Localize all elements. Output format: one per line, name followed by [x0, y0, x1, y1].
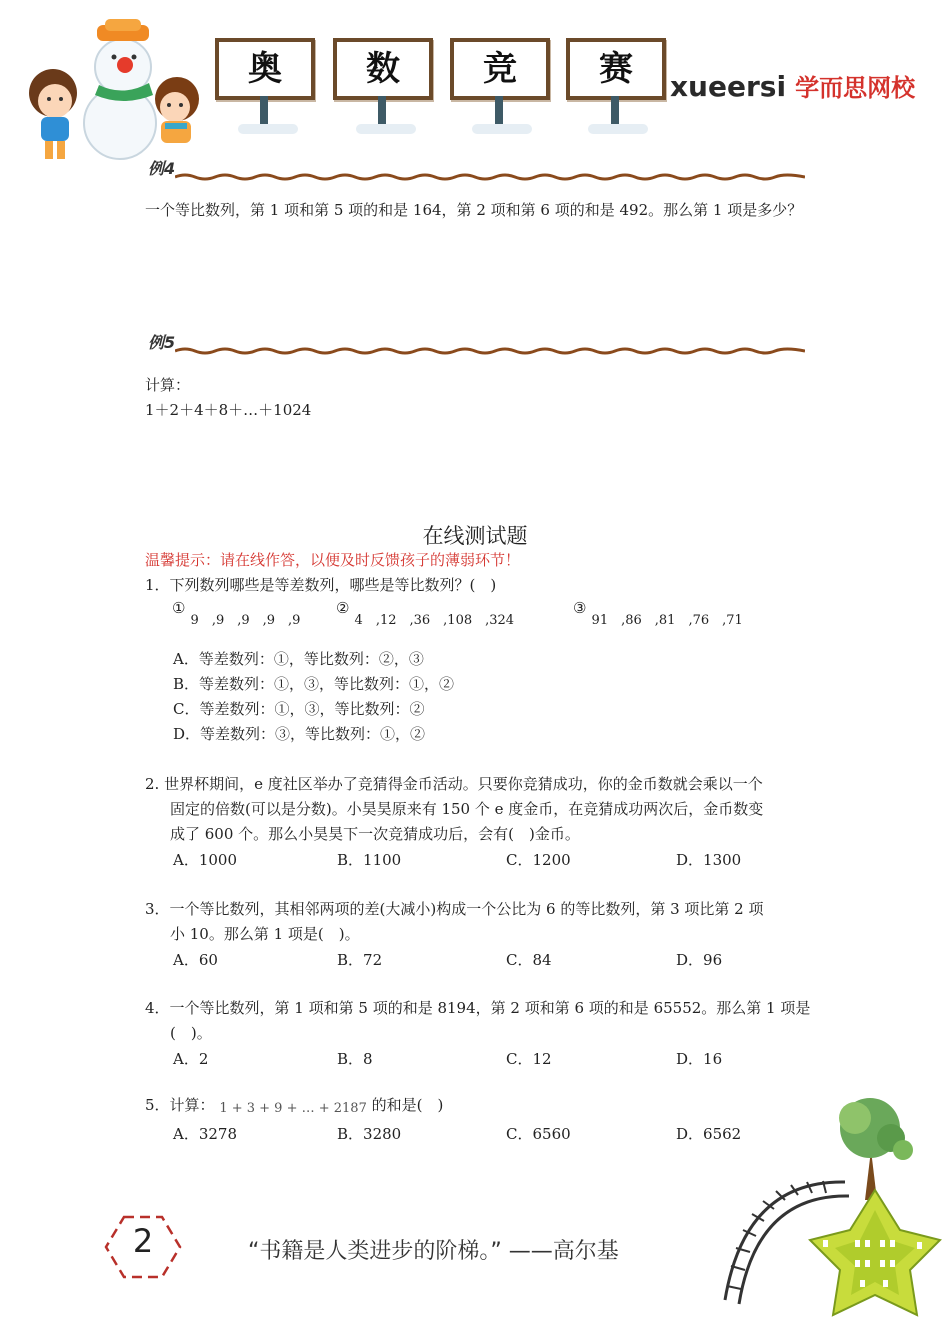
test-title: 在线测试题: [422, 524, 528, 548]
brand-cn: 学而思网校: [795, 74, 916, 102]
q5-option-a[interactable]: A．3278: [173, 1125, 238, 1143]
header-sign-2: 数: [333, 38, 433, 100]
section-divider: [175, 172, 805, 182]
q1-option-b[interactable]: B．等差数列：①，③，等比数列：①，②: [173, 675, 455, 693]
q5-option-c[interactable]: C．6560: [506, 1125, 571, 1143]
footer-quote: “书籍是人类进步的阶梯。” ——高尔基: [248, 1239, 619, 1264]
q4-option-a[interactable]: A．2: [173, 1050, 209, 1068]
page-number: 2: [132, 1222, 154, 1260]
q5-expression: 1 + 3 + 9 + … + 2187: [219, 1101, 367, 1116]
example4-text: 一个等比数列，第 1 项和第 5 项的和是 164，第 2 项和第 6 项的和是 492。那么第 1 项是多少？: [145, 201, 803, 219]
snow-mound: [238, 124, 298, 134]
q5-prefix: 5．计算：: [145, 1096, 215, 1114]
snow-mound: [356, 124, 416, 134]
snow-mound: [588, 124, 648, 134]
q3-line2: 小 10。那么第 1 项是( )。: [170, 925, 360, 943]
q1-option-d[interactable]: D．等差数列：③，等比数列：①，②: [173, 725, 426, 743]
snowman-kids-illustration: [15, 15, 210, 165]
header-sign-3: 竞: [450, 38, 550, 100]
q4-line2: ( )。: [170, 1024, 212, 1042]
test-tip: 温馨提示：请在线作答，以便及时反馈孩子的薄弱环节！: [145, 551, 521, 569]
q3-option-b[interactable]: B．72: [337, 951, 383, 969]
q4-option-d[interactable]: D．16: [676, 1050, 723, 1068]
q5-option-b[interactable]: B．3280: [337, 1125, 402, 1143]
q3-option-d[interactable]: D．96: [676, 951, 723, 969]
header-sign-4: 赛: [566, 38, 666, 100]
brand-logo: [670, 68, 915, 103]
seq3-mark: ③: [573, 599, 587, 617]
q1-seq2: [336, 598, 515, 628]
q1-seq3: [573, 598, 743, 628]
seq1-mark: ①: [172, 599, 186, 617]
q3-option-a[interactable]: A．60: [173, 951, 218, 969]
snow-mound: [472, 124, 532, 134]
q2-option-c[interactable]: C．1200: [506, 851, 571, 869]
q2-option-a[interactable]: A．1000: [173, 851, 238, 869]
q5-option-d[interactable]: D．6562: [676, 1125, 742, 1143]
seq3-values: 91 ,86 ,81 ,76 ,71: [591, 613, 743, 628]
header-illustration: [15, 15, 210, 165]
example4-label: 例4: [148, 159, 176, 178]
brand-latin: xueersi: [670, 70, 787, 103]
q1-seq1: [172, 598, 301, 628]
q3-line1: 3．一个等比数列，其相邻两项的差(大减小)构成一个公比为 6 的等比数列，第 3 项比第 2 项: [145, 900, 764, 918]
q4-option-b[interactable]: B．8: [337, 1050, 373, 1068]
q2-line2: 固定的倍数(可以是分数)。小昊昊原来有 150 个 e 度金币，在竞猜成功两次后，金币数变: [170, 800, 764, 818]
tree-building-illustration: [705, 1090, 945, 1340]
q4-line1: 4．一个等比数列，第 1 项和第 5 项的和是 8194，第 2 项和第 6 项的和是 65552。那么第 1 项是: [145, 999, 811, 1017]
q4-option-c[interactable]: C．12: [506, 1050, 552, 1068]
q2-line1: 2. 世界杯期间，e 度社区举办了竞猜得金币活动。只要你竞猜成功，你的金币数就会乘以一个: [145, 775, 763, 793]
q2-option-d[interactable]: D．1300: [676, 851, 742, 869]
q1-option-c[interactable]: C．等差数列：①，③，等比数列：②: [173, 700, 425, 718]
example5-line2: 1＋2＋4＋8＋…＋1024: [145, 401, 312, 419]
q5-suffix: 的和是( ): [371, 1096, 444, 1114]
header-sign-1: 奥: [215, 38, 315, 100]
seq1-values: 9 ,9 ,9 ,9 ,9: [190, 613, 301, 628]
q2-line3: 成了 600 个。那么小昊昊下一次竞猜成功后，会有( )金币。: [170, 825, 580, 843]
seq2-mark: ②: [336, 599, 350, 617]
example5-line1: 计算：: [145, 376, 191, 394]
q3-option-c[interactable]: C．84: [506, 951, 552, 969]
q1-stem: 1．下列数列哪些是等差数列，哪些是等比数列？( ): [145, 576, 497, 594]
q2-option-b[interactable]: B．1100: [337, 851, 402, 869]
q1-option-a[interactable]: A．等差数列：①，等比数列：②，③: [173, 650, 424, 668]
example5-label: 例5: [148, 333, 176, 352]
q5-stem: [145, 1093, 443, 1119]
section-divider: [175, 346, 805, 356]
seq2-values: 4 ,12 ,36 ,108 ,324: [354, 613, 515, 628]
